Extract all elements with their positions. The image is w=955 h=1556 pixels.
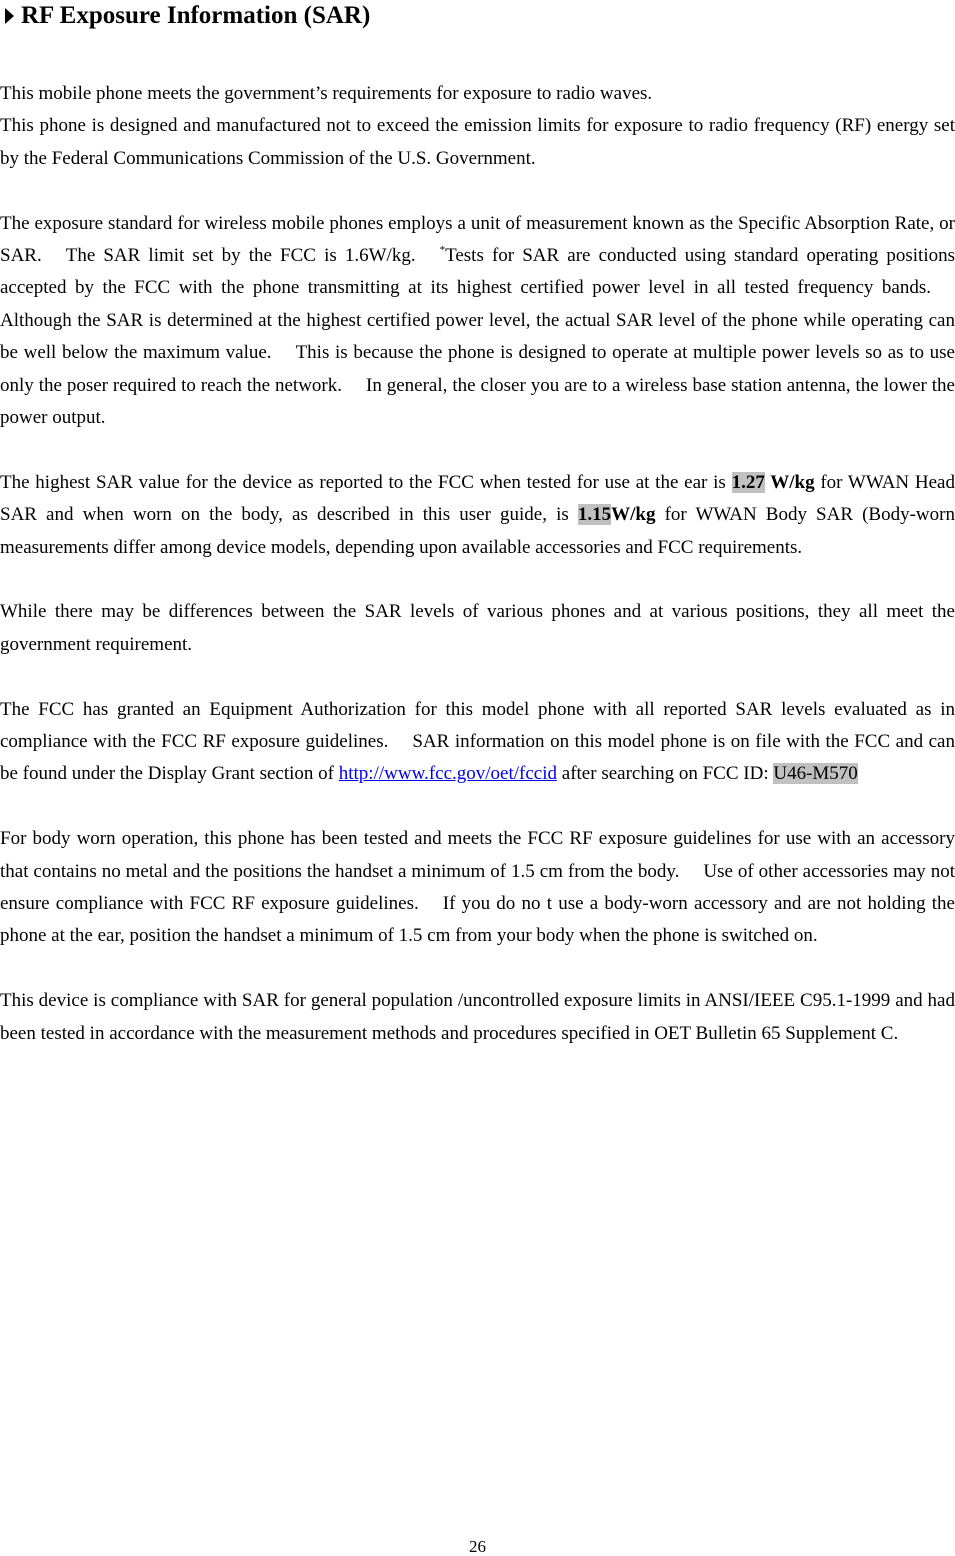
footnote-marker: * bbox=[439, 244, 446, 257]
paragraph-differences bbox=[0, 596, 955, 661]
authorization-sentence-b: SAR information on this model phone is on file with the FCC and can be found under the Display Grant section of bbox=[0, 731, 955, 785]
triangle-right-icon bbox=[5, 8, 14, 24]
highest-sar-text-b: for WWAN Head SAR and when worn on the body, as described in this user guide, is bbox=[0, 471, 955, 526]
highest-sar-text-a: The highest SAR value for the device as reported to the FCC when tested for use at the ear is bbox=[0, 471, 732, 493]
authorization-sentence-c: after searching on FCC ID: bbox=[557, 763, 774, 785]
exposure-sentence-b: The SAR limit set by the FCC is 1.6W/kg. bbox=[65, 245, 416, 267]
fcc-id-value: U46-M570 bbox=[773, 763, 858, 785]
document-body bbox=[0, 78, 955, 1050]
exposure-sentence-c: Tests for SAR are conducted using standard operating positions accepted by the FCC with the phone transmitting at its highest certified power level in all tested frequency bands. bbox=[0, 245, 955, 299]
section-title: RF Exposure Information (SAR) bbox=[21, 2, 371, 29]
paragraph-compliance bbox=[0, 985, 955, 1050]
paragraph-body-worn bbox=[0, 823, 955, 953]
fcc-id-link[interactable]: http://www.fcc.gov/oet/fccid bbox=[338, 763, 558, 785]
body-worn-sentence-b: Use of other accessories may not ensure compliance with FCC RF exposure guidelines. bbox=[0, 860, 955, 915]
paragraph-exposure-standard bbox=[0, 208, 955, 435]
differences-text: While there may be differences between the SAR levels of various phones and at various positions, they all meet the government requirement. bbox=[0, 601, 955, 655]
paragraph-highest-sar bbox=[0, 467, 955, 564]
exposure-sentence-d: Although the SAR is determined at the highest certified power level, the actual SAR level of the phone while operating can be well below the maximum value. bbox=[0, 309, 955, 364]
body-worn-sentence-a: For body worn operation, this phone has been tested and meets the FCC RF exposure guidelines for use with an accessory that contains no metal and the positions the handset a minimum of 1.5 cm from the body. bbox=[0, 828, 955, 882]
exposure-sentence-e: This is because the phone is designed to operate at multiple power levels so as to use only the poser required to reach the network. bbox=[0, 342, 955, 396]
intro-line-2: This phone is designed and manufactured not to exceed the emission limits for exposure to radio frequency (RF) energy set by the Federal Communications Commission of the U.S. Government. bbox=[0, 115, 955, 169]
exposure-sentence-a: The exposure standard for wireless mobile phones employs a unit of measurement known as the Specific Absorption Rate, or SAR. bbox=[0, 212, 955, 267]
highest-sar-text-c: for WWAN Body SAR (Body-worn measurements differ among device models, depending upon available accessories and FCC requirements. bbox=[0, 504, 955, 558]
intro-line-1: This mobile phone meets the government’s requirements for exposure to radio waves. bbox=[0, 83, 653, 104]
body-worn-sentence-c: If you do no t use a body-worn accessory and are not holding the phone at the ear, position the handset a minimum of 1.5 cm from your body when the phone is switched on. bbox=[0, 893, 955, 947]
section-heading bbox=[0, 0, 370, 32]
body-sar-unit: W/kg bbox=[611, 504, 656, 526]
compliance-text: This device is compliance with SAR for general population /uncontrolled exposure limits in ANSI/IEEE C95.1-1999 and had been tested in accordance with the measurement methods and procedures specified in OET Bulletin 65 Supplement C. bbox=[0, 990, 955, 1044]
head-sar-value: 1.27 bbox=[731, 471, 765, 493]
body-sar-value: 1.15 bbox=[577, 504, 612, 526]
page-number: 26 bbox=[469, 1537, 486, 1556]
paragraph-equipment-authorization bbox=[0, 694, 955, 791]
head-sar-unit: W/kg bbox=[764, 471, 815, 493]
authorization-sentence-a: The FCC has granted an Equipment Authorization for this model phone with all reported SAR levels evaluated as in compliance with the FCC RF exposure guidelines. bbox=[0, 698, 955, 753]
paragraph-intro bbox=[0, 78, 955, 175]
exposure-sentence-f: In general, the closer you are to a wireless base station antenna, the lower the power output. bbox=[0, 374, 955, 429]
